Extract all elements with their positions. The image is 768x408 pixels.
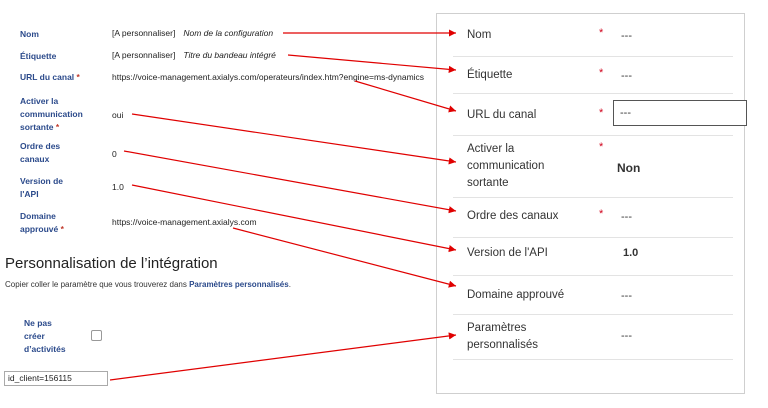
form-label-domaine: Domaine approuvé * (20, 211, 64, 234)
form-value-activer: oui (112, 110, 124, 120)
panel-row-version: Version de l'API 1.0 (453, 237, 733, 276)
form-value-version: 1.0 (112, 182, 124, 192)
form-value-url: https://voice-management.axialys.com/operateurs/index.htm?engine=ms-dynamics (112, 72, 425, 82)
panel-row-parametres: Paramètres personnalisés --- (453, 314, 733, 360)
form-value-nom: [A personnaliser] Nom de la configuration (112, 28, 274, 38)
panel-row-etiquette: Étiquette * --- (453, 56, 733, 94)
custom-params-link[interactable]: Paramètres personnalisés (189, 280, 289, 289)
arrow-parametres (110, 335, 456, 380)
panel-row-url: URL du canal * --- (453, 93, 733, 136)
form-label-activer: Activer la communication sortante * (20, 96, 83, 132)
form-label-etiquette: Étiquette (20, 51, 57, 61)
url-input[interactable]: --- (613, 100, 747, 126)
custom-params-input[interactable]: id_client=156115 (4, 371, 108, 386)
outbound-toggle-value[interactable]: Non (617, 161, 641, 175)
form-label-version: Version de l'API (20, 176, 63, 199)
arrow-domaine (233, 228, 456, 286)
form-value-etiquette: [A personnaliser] Titre du bandeau intégré (112, 50, 276, 60)
form-value-ordre: 0 (112, 149, 117, 159)
arrow-url (355, 81, 456, 111)
panel-row-activer: Activer la communication sortante * Non (453, 135, 733, 198)
form-value-domaine: https://voice-management.axialys.com (112, 217, 257, 227)
arrow-etiquette (288, 55, 456, 70)
arrow-activer (132, 114, 456, 162)
section-description: Copier coller le paramètre que vous trouverez dans Paramètres personnalisés. (5, 280, 291, 289)
section-title: Personnalisation de l’intégration (5, 255, 218, 272)
panel-row-ordre: Ordre des canaux * --- (453, 197, 733, 238)
arrow-ordre (124, 151, 456, 211)
panel-row-domaine: Domaine approuvé --- (453, 275, 733, 315)
form-label-nom: Nom (20, 29, 39, 39)
arrow-version (132, 185, 456, 250)
form-label-url: URL du canal * (20, 72, 80, 82)
panel-row-nom: Nom * --- (453, 14, 733, 57)
form-label-ordre: Ordre des canaux (20, 141, 61, 164)
no-activity-label: Ne pas créer d’activités (24, 318, 66, 354)
